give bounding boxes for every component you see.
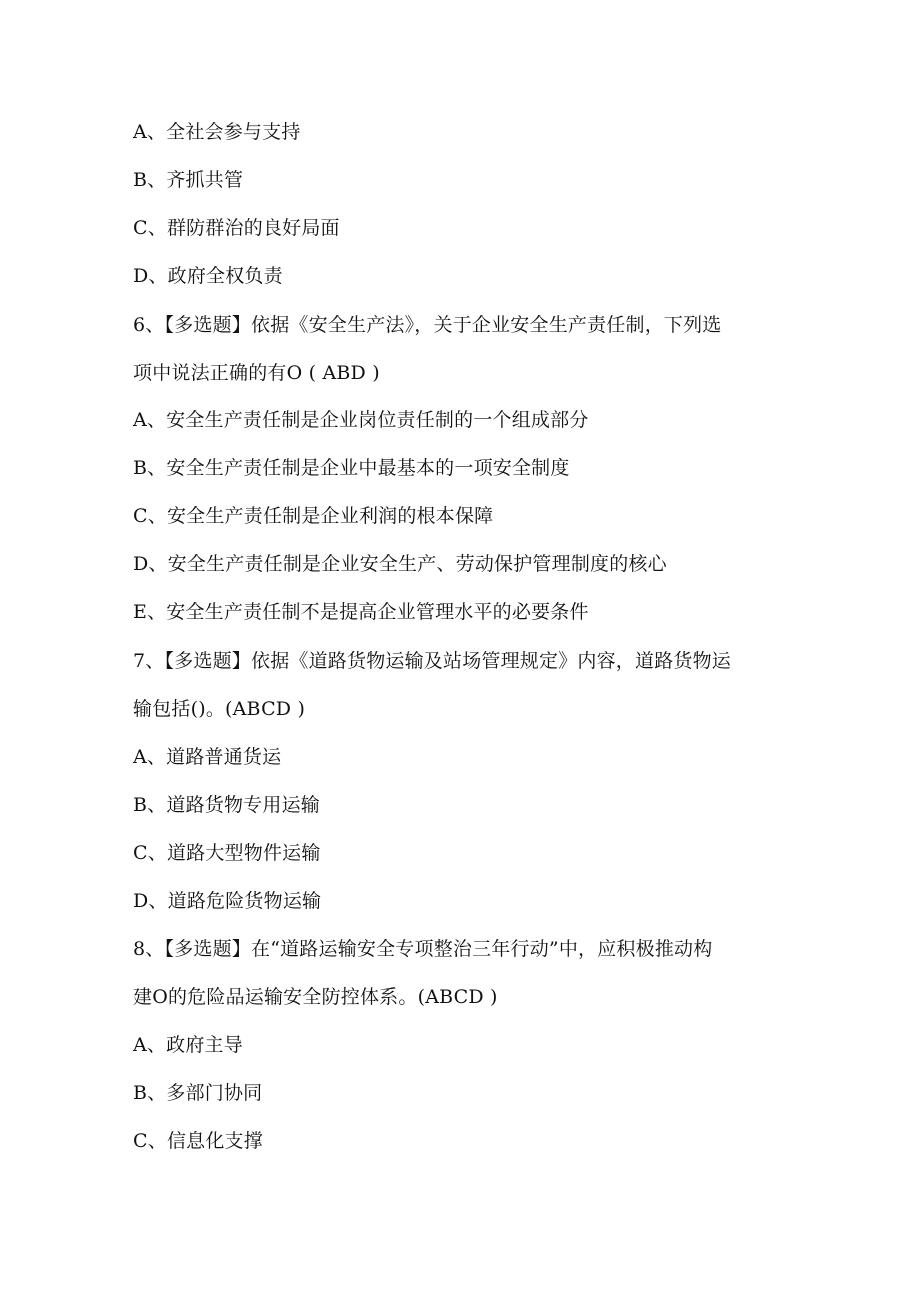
q6-option-e: E、安全生产责任制不是提高企业管理水平的必要条件 [133, 601, 589, 623]
q7-option-a: A、道路普通货运 [133, 746, 282, 768]
q8-option-c: C、信息化支撑 [133, 1130, 263, 1152]
q6-stem-line-1: 6、【多选题】依据《安全生产法》，关于企业安全生产责任制，下列选 [133, 314, 722, 336]
q8-option-b: B、多部门协同 [133, 1082, 263, 1104]
q7-option-d: D、道路危险货物运输 [133, 890, 322, 912]
q6-option-a: A、安全生产责任制是企业岗位责任制的一个组成部分 [133, 409, 589, 431]
q6-stem-line-2: 项中说法正确的有O ( ABD ) [133, 362, 380, 384]
q6-option-b: B、安全生产责任制是企业中最基本的一项安全制度 [133, 457, 570, 479]
q6-option-c: C、安全生产责任制是企业利润的根本保障 [133, 505, 494, 527]
q5-option-d: D、政府全权负责 [133, 265, 283, 287]
q7-stem-line-2: 输包括()。(ABCD ) [133, 698, 306, 720]
q8-stem-line-1: 8、【多选题】在“道路运输安全专项整治三年行动”中，应积极推动构 [133, 938, 713, 960]
q8-option-a: A、政府主导 [133, 1034, 243, 1056]
q6-option-d: D、安全生产责任制是企业安全生产、劳动保护管理制度的核心 [133, 553, 667, 575]
q7-option-b: B、道路货物专用运输 [133, 794, 320, 816]
q7-stem-line-1: 7、【多选题】依据《道路货物运输及站场管理规定》内容，道路货物运 [133, 650, 731, 672]
q8-stem-line-2: 建O的危险品运输安全防控体系。(ABCD ) [133, 986, 498, 1008]
q5-option-b: B、齐抓共管 [133, 169, 244, 191]
q5-option-a: A、全社会参与支持 [133, 121, 301, 143]
q7-option-c: C、道路大型物件运输 [133, 842, 321, 864]
q5-option-c: C、群防群治的良好局面 [133, 217, 340, 239]
